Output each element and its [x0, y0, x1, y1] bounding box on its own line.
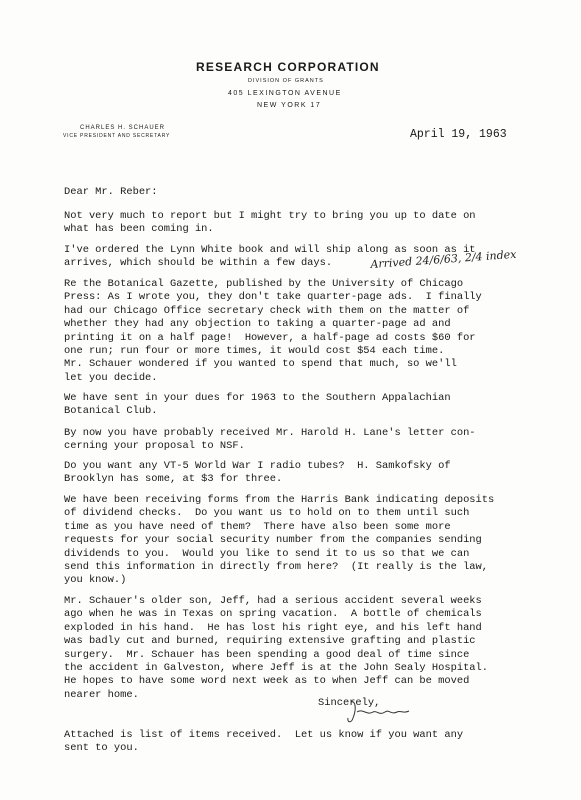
postscript-line: Attached is list of items received. Let us know if you want any [64, 729, 464, 741]
paragraph-line: dividends to you. Would you like to send it to us so that we can [64, 547, 470, 560]
paragraph-line: By now you have probably received Mr. Harold H. Lane's letter con- [64, 427, 476, 439]
paragraph-5 [64, 427, 476, 454]
paragraph-line: exploded in his hand. He has lost his right eye, and his left hand [64, 621, 482, 634]
paragraph-line: We have been receiving forms from the Harris Bank indicating deposits [64, 494, 495, 506]
paragraph-line: Mr. Schauer's older son, Jeff, had a serious accident several weeks [64, 595, 482, 607]
paragraph-1 [64, 210, 476, 237]
paragraph-line: cerning your proposal to NSF. [64, 440, 245, 453]
paragraph-line: Re the Botanical Gazette, published by the University of Chicago [64, 278, 464, 290]
paragraph-line: Do you want any VT-5 World War I radio tubes? H. Samkofsky of [64, 460, 451, 472]
paragraph-line: whether they had any objection to taking a quarter-page ad and [64, 318, 451, 331]
paragraph-line: arrives, which should be within a few days. [64, 257, 333, 270]
paragraph-6 [64, 460, 451, 487]
paragraph-line: He hopes to have some word next week as to when Jeff can be moved [64, 675, 470, 688]
paragraph-4 [64, 392, 451, 419]
paragraph-line: Not very much to report but I might try to bring you up to date on [64, 210, 476, 222]
paragraph-line: of dividend checks. Do you want us to hold on to them until such [64, 507, 470, 520]
organization-name: RESEARCH CORPORATION [196, 60, 380, 74]
paragraph-line: the accident in Galveston, where Jeff is at the John Sealy Hospital. [64, 662, 489, 675]
postscript-line: sent to you. [64, 742, 139, 755]
paragraph-line: printing it on a half page! However, a half-page ad costs $60 for [64, 331, 476, 344]
paragraph-line: what has been coming in. [64, 223, 214, 236]
street-address: 405 LEXINGTON AVENUE [228, 90, 342, 97]
paragraph-line: Press: As I wrote you, they don't take quarter-page ads. I finally [64, 291, 482, 304]
paragraph-line: you know.) [64, 574, 127, 587]
paragraph-line: Mr. Schauer wondered if you wanted to spend that much, so we'll [64, 358, 457, 371]
paragraph-line: one run; run four or more times, it would cost $54 each time. [64, 345, 445, 358]
city-address: NEW YORK 17 [257, 102, 322, 109]
paragraph-line: time as you have need of them? There have also been some more [64, 520, 451, 533]
paragraph-line: ago when he was in Texas on spring vacation. A bottle of chemicals [64, 608, 482, 621]
sender-name: CHARLES H. SCHAUER [80, 125, 166, 131]
paragraph-line: send this information in directly from here? (It really is the law, [64, 561, 489, 574]
paragraph-line: Botanical Club. [64, 405, 158, 418]
letter-date: April 19, 1963 [410, 128, 507, 141]
paragraph-line: Brooklyn has some, at $3 for three. [64, 473, 283, 486]
paragraph-line: had our Chicago Office secretary check with them on the matter of [64, 304, 470, 317]
paragraph-line: was badly cut and burned, requiring extensive grafting and plastic [64, 635, 476, 648]
paragraph-line: I've ordered the Lynn White book and will ship along as soon as it [64, 244, 476, 256]
handwritten-note: Arrived 24/6/63, 2/4 index [370, 247, 517, 271]
division-name: DIVISION OF GRANTS [248, 78, 324, 84]
paragraph-line: let you decide. [64, 371, 158, 384]
paragraph-line: requests for your social security number from the companies sending [64, 534, 482, 547]
paragraph-7 [64, 494, 494, 588]
closing: Sincerely, [318, 697, 381, 709]
paragraph-line: surgery. Mr. Schauer has been spending a good deal of time since [64, 648, 470, 661]
paragraph-8 [64, 595, 488, 702]
paragraph-line: We have sent in your dues for 1963 to the Southern Appalachian [64, 392, 451, 404]
paragraph-line: nearer home. [64, 688, 139, 701]
paragraph-3 [64, 278, 482, 385]
salutation: Dear Mr. Reber: [64, 186, 158, 198]
sender-title: VICE PRESIDENT AND SECRETARY [63, 133, 171, 139]
postscript [64, 729, 463, 756]
